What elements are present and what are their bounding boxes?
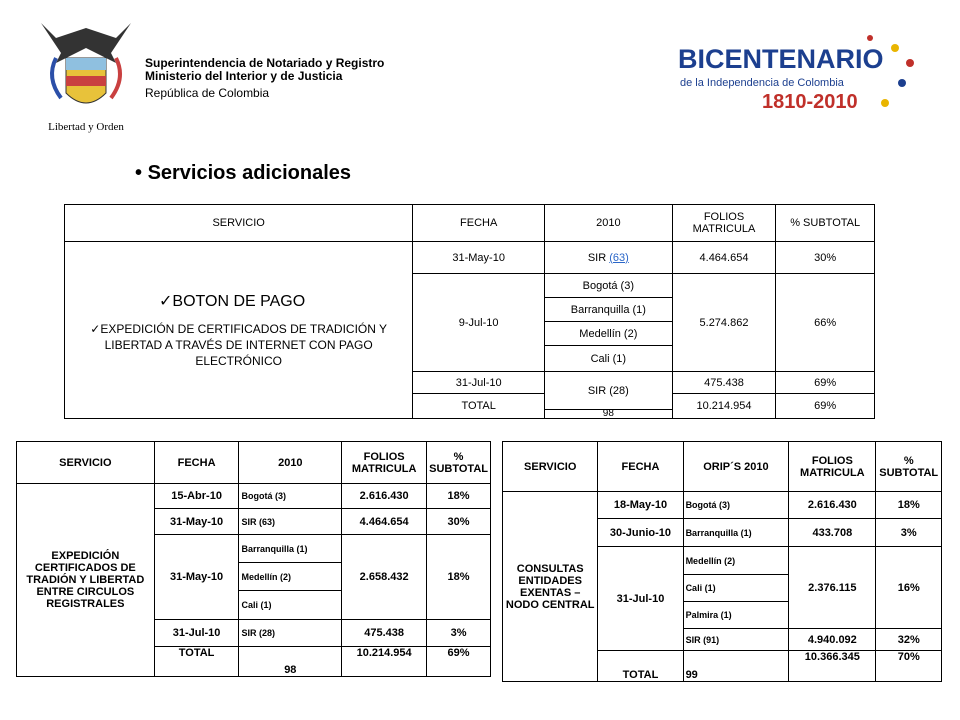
detail-cell: Cali (1) [239,591,342,620]
detail-cell: Medellín (2) [683,547,789,575]
detail-cell: Palmira (1) [683,602,789,629]
pct-cell: 18% [427,535,491,620]
service-cell: EXPEDICIÓN CERTIFICADOS DE TRADIÓN Y LIBERTAD ENTRE CIRCULOS REGISTRALES [17,484,155,677]
table-row [65,242,875,274]
total-folios: 10.214.954 [342,647,427,677]
detail-cell: SIR (91) [683,629,789,651]
table-row [17,484,491,509]
fecha-cell: 31-Jul-10 [413,372,545,394]
total-count: 98 [239,647,342,677]
sir-cell [545,242,673,274]
svg-text:Libertad y Orden: Libertad y Orden [48,121,124,133]
header-fecha: FECHA [413,205,545,242]
header-servicio: SERVICIO [65,205,413,242]
service-cell: ✓BOTON DE PAGO ✓EXPEDICIÓN DE CERTIFICADOS DE TRADICIÓN Y LIBERTAD A TRAVÉS DE INTERNET CON PAGO ELECTRÓNICO [65,242,413,419]
fecha-cell: 15-Abr-10 [154,484,239,509]
header-2010: 2010 [239,442,342,484]
sir-cell: SIR (28) [545,372,673,410]
bicentenario-logo [670,28,930,123]
consultas-entidades-table [502,441,942,682]
fecha-cell: 31-May-10 [154,509,239,535]
country-name: República de Colombia [145,86,270,100]
total-folios: 10.214.954 [672,394,776,419]
detail-cell: Barranquilla (1) [239,535,342,563]
folios-cell: 4.464.654 [672,242,776,274]
table-header-row [17,442,491,484]
folios-cell: 2.616.430 [789,492,876,519]
folios-cell: 475.438 [672,372,776,394]
fecha-cell: 31-May-10 [154,535,239,620]
header-fecha: FECHA [154,442,239,484]
city-cell: Bogotá (3) [545,274,673,298]
folios-cell: 4.940.092 [789,629,876,651]
service-cell: CONSULTAS ENTIDADES EXENTAS – NODO CENTRAL [503,492,598,682]
header-subtotal: % SUBTOTAL [876,442,942,492]
header-servicio: SERVICIO [17,442,155,484]
slide-title: • Servicios adicionales [135,162,351,184]
table-header-row [65,205,875,242]
pct-cell: 16% [876,547,942,629]
svg-text:1810-2010: 1810-2010 [762,91,858,113]
header-subtotal: % SUBTOTAL [776,205,875,242]
folios-cell: 2.616.430 [342,484,427,509]
pct-cell: 69% [776,372,875,394]
pct-cell: 18% [876,492,942,519]
header-orips: ORIP´S 2010 [683,442,789,492]
svg-text:BICENTENARIO: BICENTENARIO [678,44,884,74]
folios-cell: 2.376.115 [789,547,876,629]
folios-cell: 5.274.862 [672,274,776,372]
fecha-cell: 31-Jul-10 [154,620,239,647]
header-folios: FOLIOS MATRICULA [672,205,776,242]
city-cell: Barranquilla (1) [545,298,673,322]
detail-cell: Medellín (2) [239,563,342,591]
pct-cell: 3% [427,620,491,647]
fecha-cell: 9-Jul-10 [413,274,545,372]
folios-cell: 2.658.432 [342,535,427,620]
colombia-coat-of-arms-logo [36,18,136,138]
boton-de-pago-table [64,204,875,419]
total-count: 98 [545,410,673,419]
city-cell: Cali (1) [545,346,673,372]
city-cell: Medellín (2) [545,322,673,346]
header-folios: FOLIOS MATRICULA [789,442,876,492]
sir-link[interactable]: (63) [609,251,629,264]
slide-title-text: Servicios adicionales [147,162,351,184]
ministry-name: Ministerio del Interior y de Justicia [145,69,343,83]
fecha-cell: 18-May-10 [598,492,683,519]
total-pct: 70% [876,651,942,682]
total-count: 99 [683,651,789,682]
header-subtotal: % SUBTOTAL [427,442,491,484]
detail-cell: Barranquilla (1) [683,519,789,547]
detail-cell: Bogotá (3) [683,492,789,519]
table-row [503,492,942,519]
certificados-circulos-table [16,441,491,677]
table-header-row [503,442,942,492]
detail-cell: Cali (1) [683,575,789,602]
header-2010: 2010 [545,205,673,242]
detail-cell: SIR (63) [239,509,342,535]
total-pct: 69% [427,647,491,677]
svg-text:de la Independencia de Colombi: de la Independencia de Colombia [680,77,844,89]
header-fecha: FECHA [598,442,683,492]
agency-header [145,57,384,100]
folios-cell: 475.438 [342,620,427,647]
pct-cell: 18% [427,484,491,509]
folios-cell: 4.464.654 [342,509,427,535]
total-label: TOTAL [413,394,545,419]
header-folios: FOLIOS MATRICULA [342,442,427,484]
fecha-cell: 30-Junio-10 [598,519,683,547]
total-pct: 69% [776,394,875,419]
detail-cell: SIR (28) [239,620,342,647]
service-main: BOTON DE PAGO [172,293,306,310]
service-sub: EXPEDICIÓN DE CERTIFICADOS DE TRADICIÓN Y LIBERTAD A TRAVÉS DE INTERNET CON PAGO ELECTRÓNICO [100,322,388,368]
total-label: TOTAL [154,647,239,677]
detail-cell: Bogotá (3) [239,484,342,509]
total-folios: 10.366.345 [789,651,876,682]
fecha-cell: 31-Jul-10 [598,547,683,651]
total-label: TOTAL [598,651,683,682]
pct-cell: 30% [427,509,491,535]
pct-cell: 30% [776,242,875,274]
pct-cell: 32% [876,629,942,651]
agency-name: Superintendencia de Notariado y Registro [145,56,385,70]
fecha-cell: 31-May-10 [413,242,545,274]
pct-cell: 66% [776,274,875,372]
sir-label: SIR [587,251,607,264]
folios-cell: 433.708 [789,519,876,547]
pct-cell: 3% [876,519,942,547]
header-servicio: SERVICIO [503,442,598,492]
